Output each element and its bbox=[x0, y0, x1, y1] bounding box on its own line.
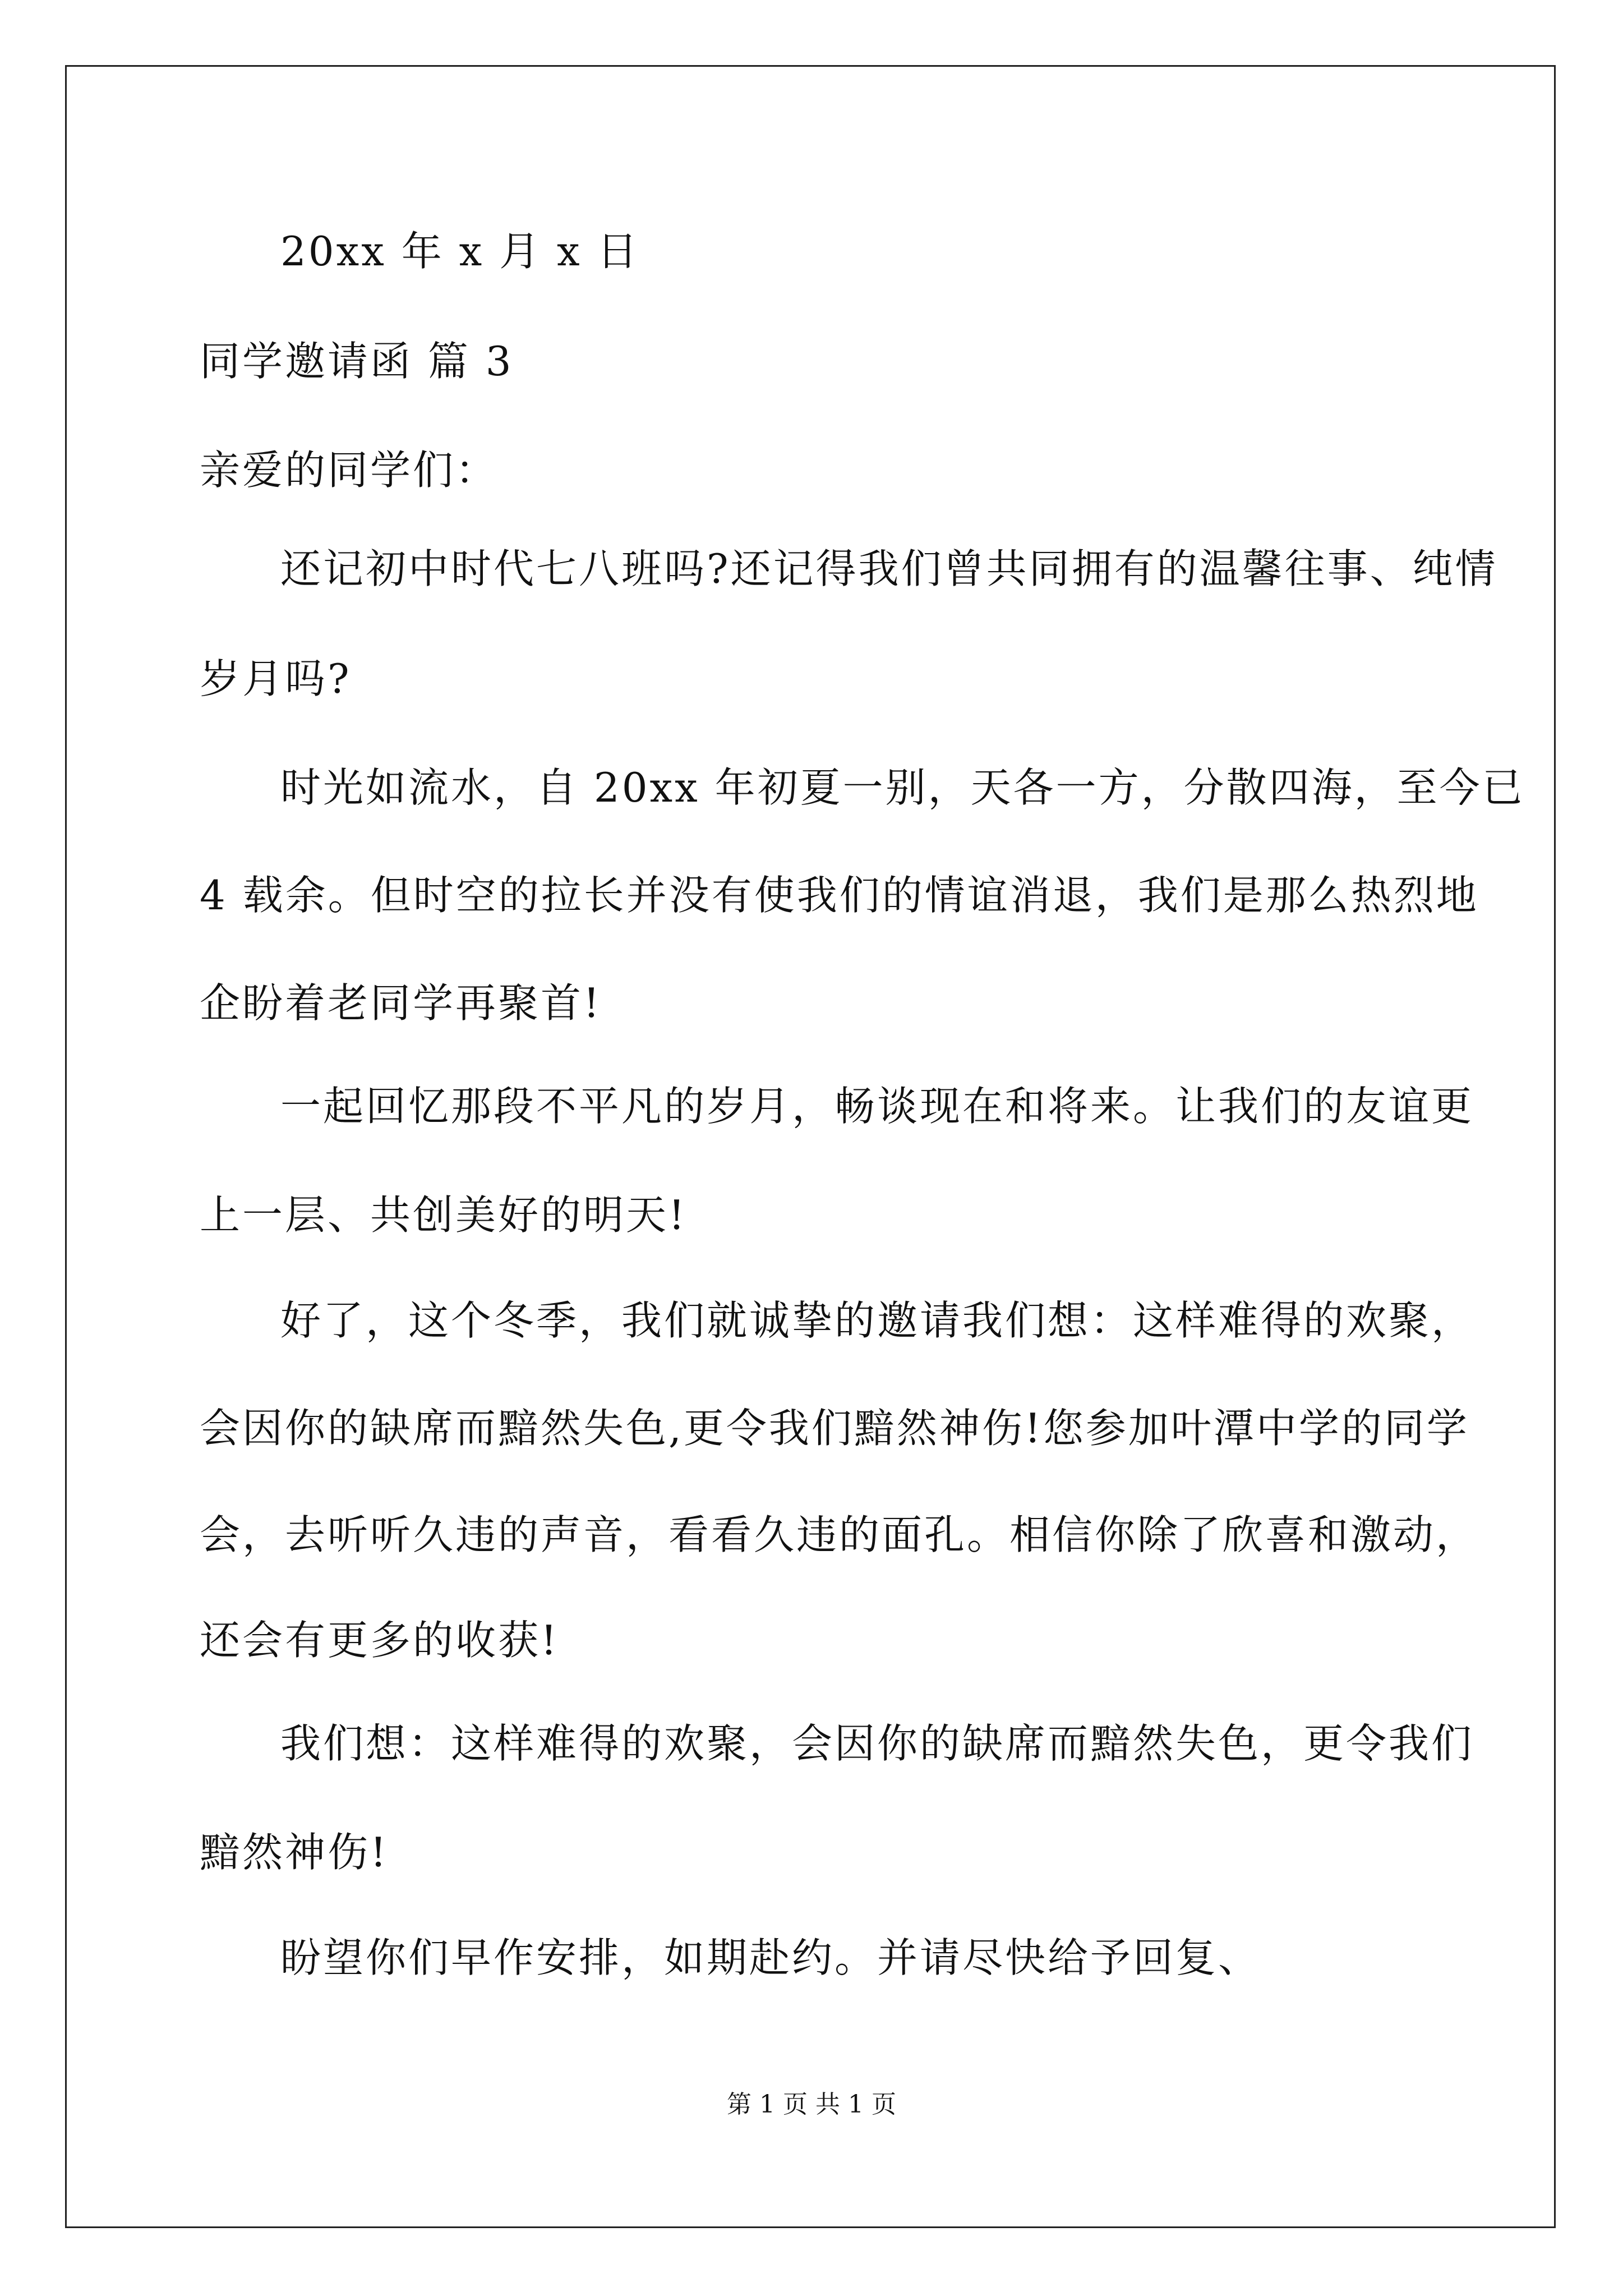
date-line: 20xx 年 x 月 x 日 bbox=[280, 228, 640, 275]
paragraph-4-line-2: 会因你的缺席而黯然失色,更令我们黯然神伤!您参加叶潭中学的同学 bbox=[200, 1405, 1469, 1452]
salutation: 亲爱的同学们： bbox=[200, 447, 499, 494]
page-border bbox=[65, 65, 1556, 2228]
paragraph-2-line-2: 4 载余。但时空的拉长并没有使我们的情谊消退，我们是那么热烈地 bbox=[200, 872, 1479, 919]
paragraph-4-line-1: 好了，这个冬季，我们就诚挚的邀请我们想：这样难得的欢聚， bbox=[280, 1297, 1474, 1344]
paragraph-3-line-1: 一起回忆那段不平凡的岁月，畅谈现在和将来。让我们的友谊更 bbox=[280, 1083, 1474, 1130]
page-footer: 第 1 页 共 1 页 bbox=[727, 2090, 896, 2119]
paragraph-3-line-2: 上一层、共创美好的明天! bbox=[200, 1191, 687, 1239]
paragraph-1-line-2: 岁月吗? bbox=[200, 655, 352, 702]
document-heading: 同学邀请函 篇 3 bbox=[200, 338, 514, 385]
paragraph-2-line-3: 企盼着老同学再聚首! bbox=[200, 979, 602, 1027]
paragraph-5-line-1: 我们想：这样难得的欢聚，会因你的缺席而黯然失色，更令我们 bbox=[280, 1720, 1474, 1767]
paragraph-6-line-1: 盼望你们早作安排，如期赴约。并请尽快给予回复、 bbox=[280, 1934, 1261, 1981]
paragraph-4-line-4: 还会有更多的收获! bbox=[200, 1617, 559, 1664]
paragraph-2-line-1: 时光如流水，自 20xx 年初夏一别，天各一方，分散四海，至今已 bbox=[280, 764, 1525, 811]
paragraph-4-line-3: 会，去听听久违的声音，看看久违的面孔。相信你除了欣喜和激动， bbox=[200, 1511, 1479, 1558]
paragraph-5-line-2: 黯然神伤! bbox=[200, 1829, 389, 1876]
paragraph-1-line-1: 还记初中时代七八班吗?还记得我们曾共同拥有的温馨往事、纯情 bbox=[280, 545, 1498, 592]
